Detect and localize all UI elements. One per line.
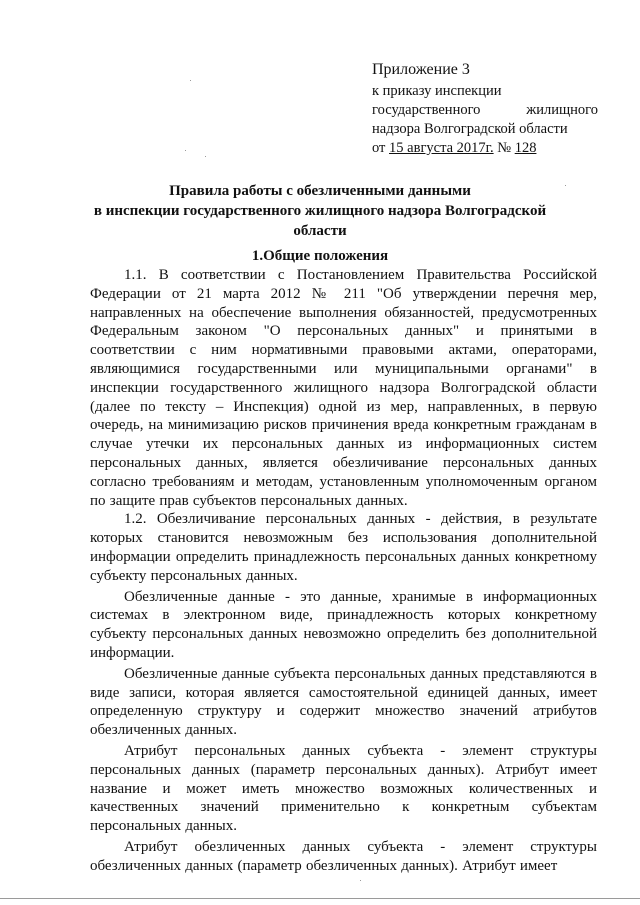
title-line-2: в инспекции государственного жилищного надзора Волгоградской xyxy=(93,203,547,219)
order-date: 15 августа 2017г. xyxy=(389,140,494,156)
title-line-3: области xyxy=(293,223,347,239)
title-line-1: Правила работы с обезличенными данными xyxy=(169,183,471,199)
number-prefix: № xyxy=(493,140,515,156)
paragraph-depersonalized-attribute: Атрибут обезличенных данных субъекта - элемент структуры обезличенных данных (параметр обезличенных данных). Атрибут имеет xyxy=(90,838,597,874)
appendix-line-region: надзора Волгоградской области xyxy=(372,121,568,137)
scan-speck xyxy=(360,880,361,881)
appendix-line-agency xyxy=(372,101,598,120)
paragraph-1-1: 1.1. В соответствии с Постановлением Правительства Российской Федерации от 21 марта 2012 № 211 "Об утверждении перечня мер, направленных на обеспечение выполнения обязанностей, предусмотренных Федеральным законом "О персональных данных" и принятыми в соответствии с ним нормативными правовыми актами, операторами, являющимися государственными или муниципальными органами" в инспекции государственного жилищного надзора Волгоградской области (далее по тексту – Инспекция) одной из мер, направленных, в первую очередь, на минимизацию рисков причинения вреда конкретным гражданам в случае утечки их персональных данных из информационных систем персональных данных, является обезличивание персональных данных согласно требованиям и методам, установленным уполномоченным органом по защите прав субъектов персональных данных. xyxy=(90,267,597,509)
scan-edge-line xyxy=(0,898,640,899)
appendix-title: Приложение 3 xyxy=(372,61,470,78)
appendix-line-order: к приказу инспекции xyxy=(372,83,502,99)
body-text xyxy=(90,266,597,876)
scan-speck xyxy=(565,185,566,186)
appendix-block xyxy=(372,60,598,158)
document-title xyxy=(90,181,550,241)
section-heading: 1.Общие положения xyxy=(251,248,389,264)
order-number: 128 xyxy=(514,140,537,156)
appendix-word-state: государственного xyxy=(372,102,481,118)
scan-speck xyxy=(190,80,191,81)
appendix-word-housing: жилищного xyxy=(526,102,598,118)
date-prefix: от xyxy=(372,140,390,156)
paragraph-depersonalized-data: Обезличенные данные - это данные, хранимые в информационных системах в электронном виде, принадлежность которых конкретному субъекту персональных данных невозможно определить без дополнительной информации. xyxy=(90,588,597,661)
scan-speck xyxy=(185,150,186,151)
paragraph-personal-attribute: Атрибут персональных данных субъекта - элемент структуры персональных данных (параметр персональных данных). Атрибут имеет название и может иметь множество возможных количественных и качественных значений применительно к конкретным субъектам персональных данных. xyxy=(90,742,597,835)
paragraph-record-structure: Обезличенные данные субъекта персональных данных представляются в виде записи, которая является самостоятельной единицей данных, имеет определенную структуру и содержит множество значений атрибутов обезличенных данных. xyxy=(90,665,597,739)
paragraph-1-2: 1.2. Обезличивание персональных данных - действия, в результате которых становится невозможным без использования дополнительной информации определить принадлежность персональных данных конкретному субъекту персональных данных. xyxy=(90,511,597,584)
scan-speck xyxy=(205,156,206,157)
appendix-date-line xyxy=(372,139,598,158)
